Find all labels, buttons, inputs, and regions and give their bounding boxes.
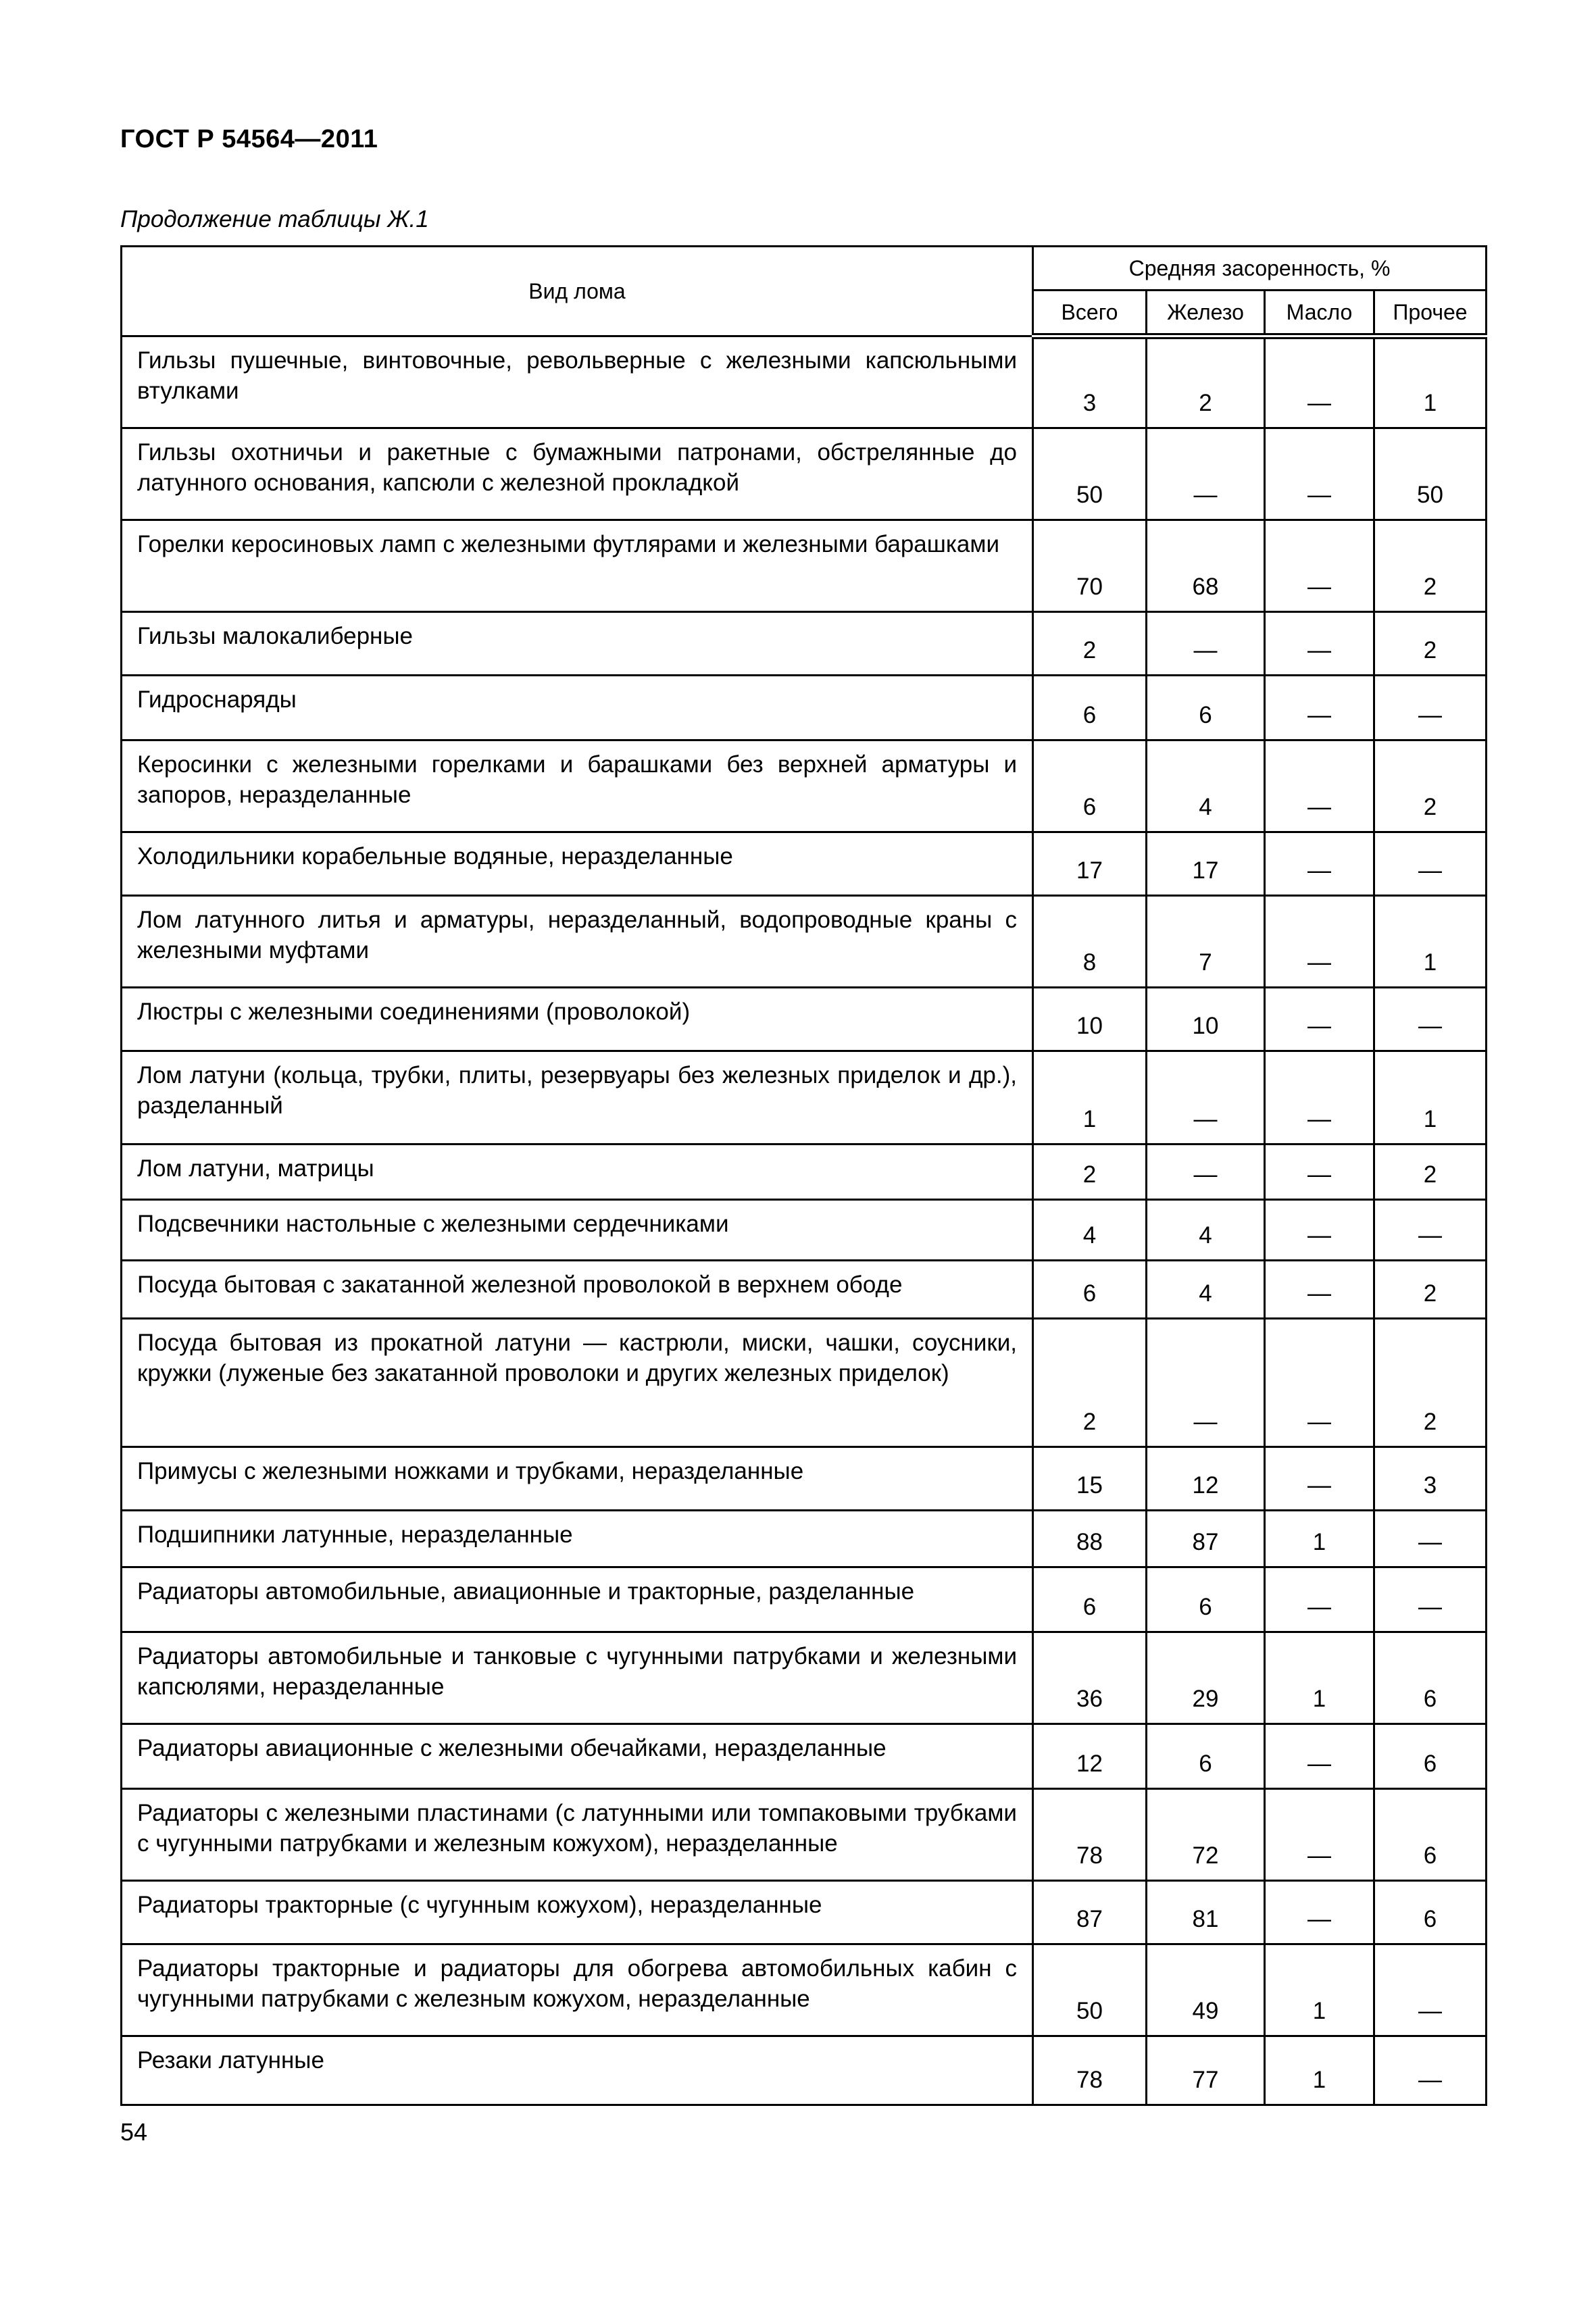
iron-cell: —	[1147, 428, 1265, 520]
iron-cell: 4	[1147, 1200, 1265, 1261]
oil-cell: —	[1265, 676, 1374, 740]
table-row	[122, 1724, 1487, 1789]
total-cell: 3	[1033, 336, 1147, 428]
total-cell: 1	[1033, 1051, 1147, 1145]
other-cell: 2	[1374, 740, 1487, 832]
scrap-type-cell: Гильзы малокалиберные	[122, 612, 1033, 676]
other-cell: 6	[1374, 1881, 1487, 1944]
total-cell: 15	[1033, 1447, 1147, 1511]
table-row	[122, 832, 1487, 896]
iron-cell: 4	[1147, 740, 1265, 832]
table-row	[122, 1261, 1487, 1319]
oil-cell: —	[1265, 1261, 1374, 1319]
iron-cell: 4	[1147, 1261, 1265, 1319]
other-cell: 2	[1374, 1145, 1487, 1200]
other-cell: 1	[1374, 896, 1487, 988]
iron-cell: 29	[1147, 1632, 1265, 1724]
oil-cell: —	[1265, 1447, 1374, 1511]
oil-cell: —	[1265, 428, 1374, 520]
iron-cell: 81	[1147, 1881, 1265, 1944]
total-cell: 10	[1033, 988, 1147, 1051]
table-row	[122, 428, 1487, 520]
table-row	[122, 1447, 1487, 1511]
total-cell: 2	[1033, 1145, 1147, 1200]
header-other: Прочее	[1374, 291, 1487, 336]
scrap-type-cell: Радиаторы с железными пластинами (с латунными или томпаковыми трубками с чугунными патрубками и железным кожухом), неразделанные	[122, 1789, 1033, 1881]
table-caption: Продолжение таблицы Ж.1	[120, 206, 429, 232]
oil-cell: 1	[1265, 1944, 1374, 2036]
scrap-type-cell: Керосинки с железными горелками и барашками без верхней арматуры и запоров, неразделанные	[122, 740, 1033, 832]
total-cell: 2	[1033, 612, 1147, 676]
total-cell: 50	[1033, 1944, 1147, 2036]
iron-cell: 72	[1147, 1789, 1265, 1881]
scrap-type-cell: Примусы с железными ножками и трубками, неразделанные	[122, 1447, 1033, 1511]
total-cell: 2	[1033, 1319, 1147, 1447]
other-cell: 1	[1374, 336, 1487, 428]
header-iron: Железо	[1147, 291, 1265, 336]
scrap-type-cell: Радиаторы тракторные (с чугунным кожухом), неразделанные	[122, 1881, 1033, 1944]
total-cell: 87	[1033, 1881, 1147, 1944]
other-cell: —	[1374, 2036, 1487, 2105]
header-scrap-type: Вид лома	[122, 247, 1033, 336]
other-cell: 6	[1374, 1632, 1487, 1724]
total-cell: 12	[1033, 1724, 1147, 1789]
oil-cell: —	[1265, 1724, 1374, 1789]
other-cell: 2	[1374, 612, 1487, 676]
total-cell: 6	[1033, 1261, 1147, 1319]
total-cell: 70	[1033, 520, 1147, 612]
oil-cell: —	[1265, 988, 1374, 1051]
iron-cell: 68	[1147, 520, 1265, 612]
table-row	[122, 1567, 1487, 1632]
iron-cell: 77	[1147, 2036, 1265, 2105]
oil-cell: 1	[1265, 1511, 1374, 1567]
iron-cell: —	[1147, 1145, 1265, 1200]
page-number: 54	[120, 2118, 148, 2146]
oil-cell: 1	[1265, 2036, 1374, 2105]
table-row	[122, 612, 1487, 676]
other-cell: —	[1374, 1511, 1487, 1567]
header-total: Всего	[1033, 291, 1147, 336]
other-cell: 1	[1374, 1051, 1487, 1145]
other-cell: —	[1374, 676, 1487, 740]
scrap-type-cell: Радиаторы тракторные и радиаторы для обогрева автомобильных кабин с чугунными патрубками с железным кожухом, неразделанные	[122, 1944, 1033, 2036]
other-cell: 6	[1374, 1724, 1487, 1789]
scrap-type-cell: Лом латуни, матрицы	[122, 1145, 1033, 1200]
scrap-type-cell: Горелки керосиновых ламп с железными футлярами и железными барашками	[122, 520, 1033, 612]
scrap-type-cell: Лом латуни (кольца, трубки, плиты, резервуары без железных приделок и др.), разделанный	[122, 1051, 1033, 1145]
iron-cell: 6	[1147, 1567, 1265, 1632]
iron-cell: —	[1147, 1319, 1265, 1447]
oil-cell: —	[1265, 1789, 1374, 1881]
oil-cell: —	[1265, 832, 1374, 896]
oil-cell: —	[1265, 896, 1374, 988]
scrap-type-cell: Резаки латунные	[122, 2036, 1033, 2105]
scrap-type-cell: Холодильники корабельные водяные, неразделанные	[122, 832, 1033, 896]
iron-cell: 2	[1147, 336, 1265, 428]
total-cell: 6	[1033, 1567, 1147, 1632]
iron-cell: 49	[1147, 1944, 1265, 2036]
other-cell: —	[1374, 1567, 1487, 1632]
total-cell: 78	[1033, 2036, 1147, 2105]
total-cell: 50	[1033, 428, 1147, 520]
iron-cell: 12	[1147, 1447, 1265, 1511]
iron-cell: 17	[1147, 832, 1265, 896]
oil-cell: 1	[1265, 1632, 1374, 1724]
other-cell: 2	[1374, 1261, 1487, 1319]
scrap-type-cell: Подсвечники настольные с железными сердечниками	[122, 1200, 1033, 1261]
scrap-type-cell: Радиаторы автомобильные, авиационные и тракторные, разделанные	[122, 1567, 1033, 1632]
scrap-type-cell: Радиаторы авиационные с железными обечайками, неразделанные	[122, 1724, 1033, 1789]
total-cell: 78	[1033, 1789, 1147, 1881]
iron-cell: 10	[1147, 988, 1265, 1051]
iron-cell: 6	[1147, 1724, 1265, 1789]
table-row	[122, 896, 1487, 988]
oil-cell: —	[1265, 740, 1374, 832]
table-row	[122, 1319, 1487, 1447]
table-row	[122, 676, 1487, 740]
other-cell: 3	[1374, 1447, 1487, 1511]
scrap-type-cell: Посуда бытовая из прокатной латуни — кастрюли, миски, чашки, соусники, кружки (луженые без закатанной проволоки и других железных приделок)	[122, 1319, 1033, 1447]
table-row	[122, 1632, 1487, 1724]
document-code: ГОСТ Р 54564—2011	[120, 125, 378, 153]
total-cell: 6	[1033, 676, 1147, 740]
total-cell: 8	[1033, 896, 1147, 988]
scrap-type-cell: Гильзы охотничьи и ракетные с бумажными патронами, обстрелянные до латунного основания, капсюли с железной прокладкой	[122, 428, 1033, 520]
iron-cell: —	[1147, 612, 1265, 676]
oil-cell: —	[1265, 1567, 1374, 1632]
table-row	[122, 1051, 1487, 1145]
other-cell: —	[1374, 1944, 1487, 2036]
oil-cell: —	[1265, 1051, 1374, 1145]
scrap-type-cell: Гидроснаряды	[122, 676, 1033, 740]
table-row	[122, 1881, 1487, 1944]
table-row	[122, 1944, 1487, 2036]
oil-cell: —	[1265, 1200, 1374, 1261]
other-cell: —	[1374, 988, 1487, 1051]
oil-cell: —	[1265, 1145, 1374, 1200]
table-row	[122, 1200, 1487, 1261]
scrap-type-cell: Гильзы пушечные, винтовочные, револьверные с железными капсюльными втулками	[122, 336, 1033, 428]
oil-cell: —	[1265, 1319, 1374, 1447]
iron-cell: 6	[1147, 676, 1265, 740]
iron-cell: 87	[1147, 1511, 1265, 1567]
header-oil: Масло	[1265, 291, 1374, 336]
scrap-type-cell: Лом латунного литья и арматуры, неразделанный, водопроводные краны с железными муфтами	[122, 896, 1033, 988]
total-cell: 88	[1033, 1511, 1147, 1567]
table-row	[122, 1145, 1487, 1200]
oil-cell: —	[1265, 520, 1374, 612]
scrap-contamination-table	[120, 245, 1487, 2106]
total-cell: 6	[1033, 740, 1147, 832]
total-cell: 36	[1033, 1632, 1147, 1724]
other-cell: 50	[1374, 428, 1487, 520]
other-cell: —	[1374, 832, 1487, 896]
iron-cell: —	[1147, 1051, 1265, 1145]
oil-cell: —	[1265, 336, 1374, 428]
oil-cell: —	[1265, 1881, 1374, 1944]
total-cell: 4	[1033, 1200, 1147, 1261]
header-avg-contamination: Средняя засоренность, %	[1033, 247, 1487, 291]
oil-cell: —	[1265, 612, 1374, 676]
table-row	[122, 740, 1487, 832]
table-row	[122, 520, 1487, 612]
table-row	[122, 1789, 1487, 1881]
other-cell: 2	[1374, 520, 1487, 612]
table-row	[122, 336, 1487, 428]
scrap-type-cell: Подшипники латунные, неразделанные	[122, 1511, 1033, 1567]
table-row	[122, 2036, 1487, 2105]
scrap-type-cell: Люстры с железными соединениями (проволокой)	[122, 988, 1033, 1051]
iron-cell: 7	[1147, 896, 1265, 988]
table-row	[122, 1511, 1487, 1567]
table-body	[122, 336, 1487, 2105]
scrap-type-cell: Посуда бытовая с закатанной железной проволокой в верхнем ободе	[122, 1261, 1033, 1319]
other-cell: 6	[1374, 1789, 1487, 1881]
other-cell: —	[1374, 1200, 1487, 1261]
total-cell: 17	[1033, 832, 1147, 896]
scrap-type-cell: Радиаторы автомобильные и танковые с чугунными патрубками и железными капсюлями, неразделанные	[122, 1632, 1033, 1724]
other-cell: 2	[1374, 1319, 1487, 1447]
table-row	[122, 988, 1487, 1051]
